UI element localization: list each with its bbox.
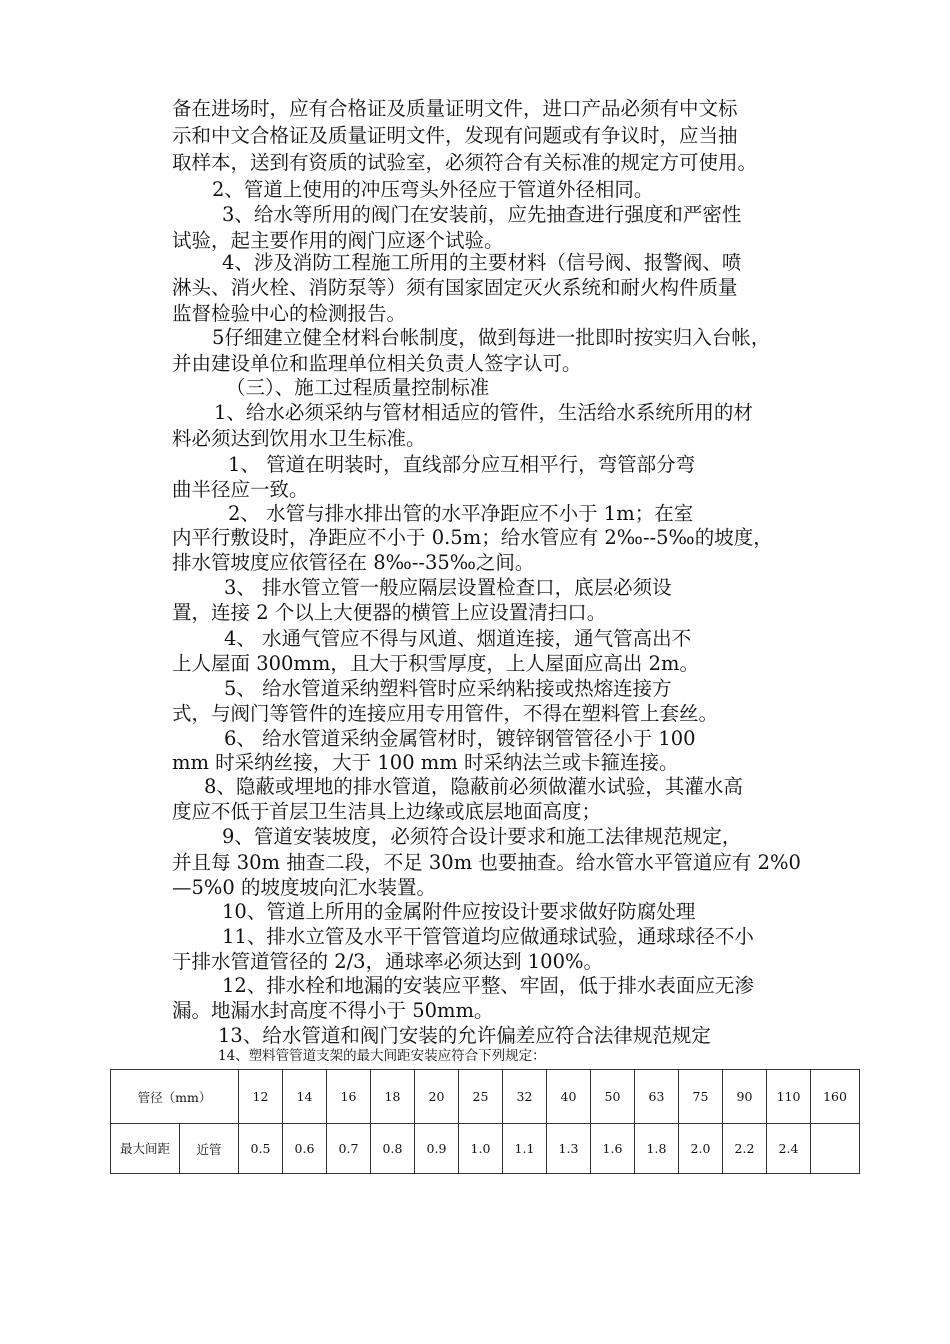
paragraph-line: 5仔细建立健全材料台帐制度，做到每进一批即时按实归入台帐，	[212, 326, 771, 349]
paragraph-line: 内平行敷设时，净距应不小于 0.5m；给水管应有 2‰--5‰的坡度，	[172, 526, 773, 549]
table-cell: 2.4	[767, 1124, 811, 1174]
pipe-support-table	[110, 1069, 860, 1174]
table-cell: 12	[239, 1070, 283, 1124]
table-cell	[811, 1124, 860, 1174]
table-cell: 63	[635, 1070, 679, 1124]
table-cell: 110	[767, 1070, 811, 1124]
paragraph-line: 6、 给水管道采纳金属管材时，镀锌钢管管径小于 100	[224, 727, 696, 750]
paragraph-line: 并且每 30m 抽查二段，不足 30m 也要抽查。给水管水平管道应有 2%0	[172, 851, 801, 874]
table-cell: 0.6	[283, 1124, 327, 1174]
table-cell: 2.0	[679, 1124, 723, 1174]
paragraph-line: 并由建设单位和监理单位相关负责人签字认可。	[172, 352, 582, 375]
paragraph-line: 11、排水立管及水平干管管道均应做通球试验，通球球径不小	[222, 925, 754, 948]
table-cell: 2.2	[723, 1124, 767, 1174]
table-cell: 0.7	[327, 1124, 371, 1174]
paragraph-line: 2、 水管与排水排出管的水平净距应不小于 1m；在室	[228, 502, 694, 525]
paragraph-line: 1、给水必须采纳与管材相适应的管件，生活给水系统所用的材	[214, 401, 753, 424]
paragraph-line: mm 时采纳丝接，大于 100 mm 时采纳法兰或卡箍连接。	[172, 751, 679, 774]
paragraph-line: 监督检验中心的检测报告。	[172, 302, 407, 325]
paragraph-line: 9、管道安装坡度，必须符合设计要求和施工法律规范规定，	[222, 825, 742, 848]
table-header-row	[111, 1070, 860, 1124]
paragraph-line: 曲半径应一致。	[172, 478, 309, 501]
paragraph-line: 度应不低于首层卫生洁具上边缘或底层地面高度；	[172, 800, 602, 823]
table-cell: 1.1	[503, 1124, 547, 1174]
paragraph-line: 3、 排水管立管一般应隔层设置检查口，底层必须设	[224, 576, 672, 599]
paragraph-line: 料必须达到饮用水卫生标准。	[172, 427, 426, 450]
table-cell: 0.8	[371, 1124, 415, 1174]
paragraph-line: 式，与阀门等管件的连接应用专用管件，不得在塑料管上套丝。	[172, 702, 719, 725]
table-cell: 16	[327, 1070, 371, 1124]
table-cell: 0.9	[415, 1124, 459, 1174]
table-caption: 14、塑料管管道支架的最大间距安装应符合下列规定：	[218, 1048, 546, 1064]
table-cell: 25	[459, 1070, 503, 1124]
paragraph-line: 5、 给水管道采纳塑料管时应采纳粘接或热熔连接方	[224, 677, 672, 700]
paragraph-line: 上人屋面 300mm，且大于积雪厚度，上人屋面应高出 2m。	[172, 652, 699, 675]
table-cell: 1.6	[591, 1124, 635, 1174]
paragraph-line: 取样本，送到有资质的试验室，必须符合有关标准的规定方可使用。	[172, 151, 758, 174]
table-cell: 14	[283, 1070, 327, 1124]
table-sub-label: 近管	[180, 1124, 239, 1174]
paragraph-line: 示和中文合格证及质量证明文件，发现有问题或有争议时，应当抽	[172, 124, 738, 147]
table-header-label: 管径（mm）	[111, 1070, 239, 1124]
paragraph-line: 1、 管道在明装时，直线部分应互相平行，弯管部分弯	[228, 453, 696, 476]
table-cell: 50	[591, 1070, 635, 1124]
table-cell: 32	[503, 1070, 547, 1124]
paragraph-line: 淋头、消火栓、消防泵等）须有国家固定灭火系统和耐火构件质量	[172, 276, 738, 299]
table-cell: 1.3	[547, 1124, 591, 1174]
paragraph-line: 13、给水管道和阀门安装的允许偏差应符合法律规范规定	[218, 1024, 711, 1047]
paragraph-line: 试验，起主要作用的阀门应逐个试验。	[172, 229, 504, 252]
table-cell: 1.8	[635, 1124, 679, 1174]
paragraph-line: 排水管坡度应依管径在 8‰--35‰之间。	[172, 551, 535, 574]
paragraph-line: 4、涉及消防工程施工所用的主要材料（信号阀、报警阀、喷	[222, 251, 742, 274]
paragraph-line: 2、管道上使用的冲压弯头外径应于管道外径相同。	[212, 178, 654, 201]
table-data-row	[111, 1124, 860, 1174]
paragraph-line: 3、给水等所用的阀门在安装前，应先抽查进行强度和严密性	[222, 203, 742, 226]
table-cell: 1.0	[459, 1124, 503, 1174]
paragraph-line: 备在进场时，应有合格证及质量证明文件，进口产品必须有中文标	[172, 97, 738, 120]
paragraph-line: 4、 水通气管应不得与风道、烟道连接，通气管高出不	[224, 627, 692, 650]
table-cell: 18	[371, 1070, 415, 1124]
table-cell: 20	[415, 1070, 459, 1124]
table-cell: 0.5	[239, 1124, 283, 1174]
paragraph-line: 10、管道上所用的金属附件应按设计要求做好防腐处理	[222, 900, 696, 923]
table-row-label: 最大间距	[111, 1124, 180, 1174]
table-cell: 75	[679, 1070, 723, 1124]
paragraph-line: —5%0 的坡度坡向汇水装置。	[172, 876, 437, 899]
table-cell: 90	[723, 1070, 767, 1124]
paragraph-line: 8、隐蔽或埋地的排水管道，隐蔽前必须做灌水试验，其灌水高	[204, 775, 743, 798]
section-heading: （三）、施工过程质量控制标准	[226, 376, 490, 399]
paragraph-line: 12、排水栓和地漏的安装应平整、牢固，低于排水表面应无渗	[222, 974, 754, 997]
paragraph-line: 于排水管道管径的 2/3，通球率必须达到 100%。	[172, 950, 604, 973]
table-cell: 160	[811, 1070, 860, 1124]
paragraph-line: 漏。地漏水封高度不得小于 50mm。	[172, 999, 494, 1022]
paragraph-line: 置，连接 2 个以上大便器的横管上应设置清扫口。	[172, 601, 607, 624]
table-cell: 40	[547, 1070, 591, 1124]
